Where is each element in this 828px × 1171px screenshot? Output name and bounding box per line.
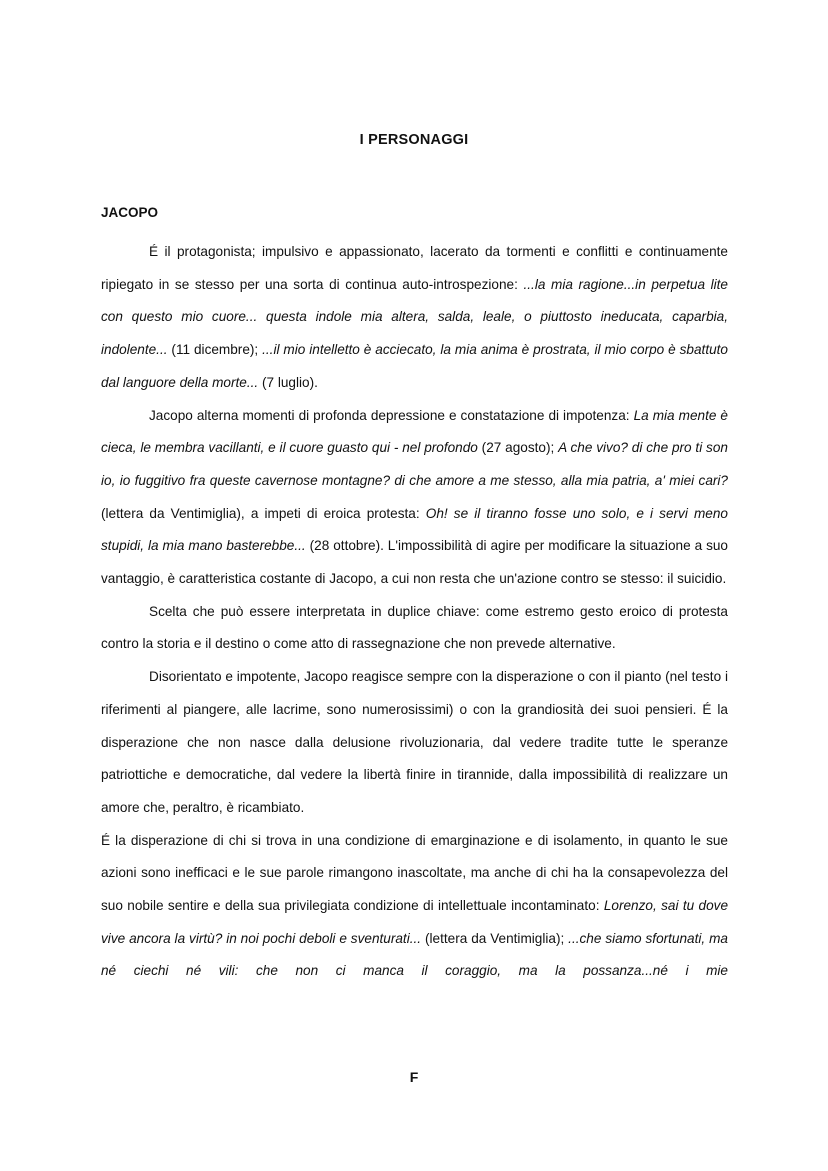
- paragraph: [101, 400, 728, 596]
- text-run: Jacopo alterna momenti di profonda depressione e constatazione di impotenza:: [149, 407, 634, 423]
- text-run: (11 dicembre);: [167, 342, 263, 358]
- text-run: (7 luglio).: [258, 374, 318, 390]
- quoted-text: Lorenzo, sai tu dove vive ancora la virtù? in noi pochi deboli e sventurati...: [101, 898, 728, 946]
- text-run: Disorientato e impotente, Jacopo reagisce sempre con la disperazione o con il pianto (nel testo i riferimenti al piangere, alle lacrime, sono numerosissimi) o con la grandiosità dei suoi pensieri. É la disperazione che non nasce dalla delusione rivoluzionaria, dal vedere tradite tutte le speranze patriottiche e democratiche, dal vedere la libertà finire in tirannide, dalla impossibilità di realizzare un amore che, peraltro, è ricambiato.: [101, 669, 728, 815]
- quoted-text: La mia mente è cieca, le membra vacillanti, e il cuore guasto qui - nel profondo: [101, 407, 728, 456]
- section-heading: JACOPO: [101, 205, 159, 220]
- text-run: É la disperazione di chi si trova in una condizione di emarginazione e di isolamento, in quanto le sue azioni sono inefficaci e le sue parole rimangono inascoltate, ma anche di chi ha la consapevolezza del suo nobile sentire e della sua privilegiata condizione di intellettuale incontaminato:: [101, 832, 728, 914]
- text-run: (lettera da Ventimiglia);: [421, 930, 569, 946]
- text-run: Scelta che può essere interpretata in duplice chiave: come estremo gesto eroico di protesta contro la storia e il destino o come atto di rassegnazione che non prevede alternative.: [101, 603, 728, 652]
- text-run: (lettera da Ventimiglia), a impeti di eroica protesta:: [101, 505, 426, 521]
- text-run: É il protagonista; impulsivo e appassionato, lacerato da tormenti e conflitti e continuamente ripiegato in se stesso per una sorta di continua auto-introspezione:: [101, 244, 728, 292]
- quoted-text: A che vivo? di che pro ti son io, io fuggitivo fra queste cavernose montagne? di che amore a me stesso, alla mia patria, a' miei cari?: [101, 440, 728, 488]
- paragraph: [101, 236, 728, 400]
- quoted-text: ...il mio intelletto è acciecato, la mia anima è prostrata, il mio corpo è sbattuto dal languore della morte...: [101, 342, 728, 390]
- page-footer: F: [409, 1069, 419, 1085]
- text-run: (27 agosto);: [477, 440, 559, 456]
- paragraph: [101, 661, 728, 825]
- paragraph: [101, 596, 728, 661]
- quoted-text: ...la mia ragione...in perpetua lite con questo mio cuore... questa indole mia altera, salda, leale, o piuttosto ineducata, caparbia, indolente...: [101, 276, 728, 358]
- body-text: [101, 236, 728, 988]
- paragraph: [101, 825, 728, 989]
- text-run: (28 ottobre). L'impossibilità di agire per modificare la situazione a suo vantaggio, è caratteristica costante di Jacopo, a cui non resta che un'azione contro se stesso: il suicidio.: [101, 538, 728, 587]
- page-title: I PERSONAGGI: [359, 132, 469, 148]
- quoted-text: Oh! se il tiranno fosse uno solo, e i servi meno stupidi, la mia mano basterebbe...: [101, 505, 728, 554]
- quoted-text: ...che siamo sfortunati, ma né ciechi né vili: che non ci manca il coraggio, ma la possanza...né i mie: [101, 930, 728, 979]
